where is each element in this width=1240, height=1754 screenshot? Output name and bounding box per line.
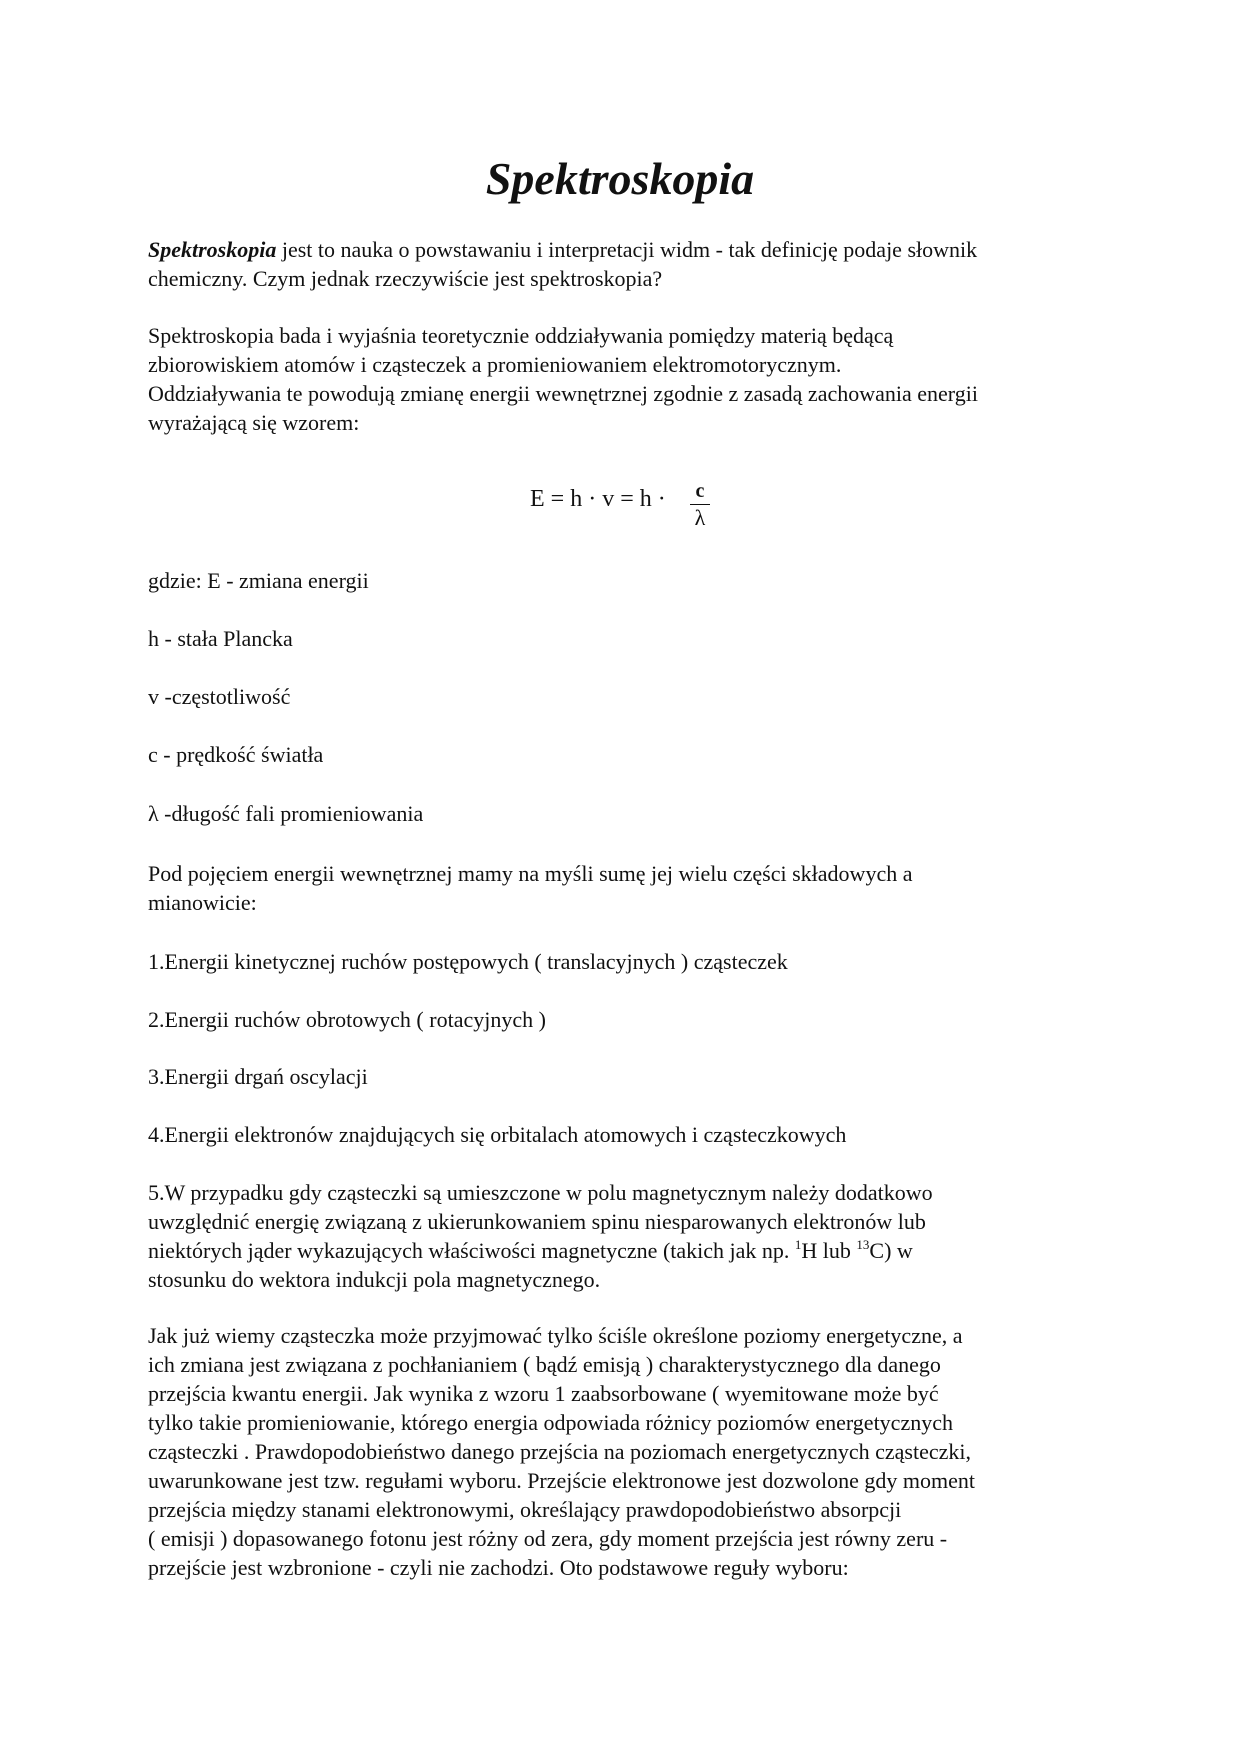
definition-item: v -częstotliwość [148,684,291,709]
text-line: cząsteczki . Prawdopodobieństwo danego przejścia na poziomach energetycznych cząsteczki, [148,1439,972,1464]
text-line [148,1236,1108,1265]
text-line: jest to nauka o powstawaniu i interpretacji widm - tak definicję podaje słownik [276,237,978,262]
definition-item: h - stała Plancka [148,626,293,651]
text-line: wyrażającą się wzorem: [148,410,360,435]
text-line: stosunku do wektora indukcji pola magnetycznego. [148,1267,601,1292]
definition-item: gdzie: E - zmiana energii [148,568,369,593]
term-bold: Spektroskopia [148,237,277,262]
text-line: 5.W przypadku gdy cząsteczki są umieszczone w polu magnetycznym należy dodatkowo [148,1180,933,1205]
text-line: uwarunkowane jest tzw. regułami wyboru. Przejście elektronowe jest dozwolone gdy moment [148,1468,976,1493]
text-line: uwzględnić energię związaną z ukierunkowaniem spinu niesparowanych elektronów lub [148,1209,926,1234]
formula-lhs: E = h · v = h · [530,486,666,512]
text-line: Pod pojęciem energii wewnętrznej mamy na myśli sumę jej wielu części składowych a [148,861,913,886]
definition-item: c - prędkość światła [148,742,324,767]
text-span: H lub [801,1238,857,1263]
list-item-5 [148,1178,1108,1294]
text-line: Jak już wiemy cząsteczka może przyjmować tylko ściśle określone poziomy energetyczne, a [148,1323,963,1348]
text-line: chemiczny. Czym jednak rzeczywiście jest spektroskopia? [148,266,663,291]
list-item: 3.Energii drgań oscylacji [148,1064,368,1089]
paragraph-internal-energy [148,859,1108,917]
text-line: ( emisji ) dopasowanego fotonu jest różny od zera, gdy moment przejścia jest równy zeru - [148,1526,948,1551]
text-line: przejścia kwantu energii. Jak wynika z wzoru 1 zaabsorbowane ( wyemitowane może być [148,1381,939,1406]
text-line: Spektroskopia bada i wyjaśnia teoretycznie oddziaływania pomiędzy materią będącą [148,323,894,348]
text-line: ich zmiana jest związana z pochłanianiem ( bądź emisją ) charakterystycznego dla danego [148,1352,941,1377]
document-title: Spektroskopia [485,153,755,204]
text-span: C) w [869,1238,913,1263]
text-span: niektórych jąder wykazujących właściwości magnetyczne (takich jak np. [148,1238,795,1263]
fraction-denominator: λ [694,505,706,530]
list-item: 1.Energii kinetycznej ruchów postępowych ( translacyjnych ) cząsteczek [148,949,788,974]
list-item: 4.Energii elektronów znajdujących się orbitalach atomowych i cząsteczkowych [148,1122,847,1147]
superscript: 1 [794,1237,802,1252]
text-line: mianowicie: [148,890,257,915]
paragraph-selection-rules [148,1321,1108,1582]
text-line: przejście jest wzbronione - czyli nie zachodzi. Oto podstawowe reguły wyboru: [148,1555,849,1580]
paragraph-description [148,321,1108,437]
list-item: 2.Energii ruchów obrotowych ( rotacyjnych ) [148,1007,546,1032]
definition-item: λ -długość fali promieniowania [148,801,424,826]
text-line: tylko takie promieniowanie, którego energia odpowiada różnicy poziomów energetycznych [148,1410,953,1435]
text-line: Oddziaływania te powodują zmianę energii wewnętrznej zgodnie z zasadą zachowania energii [148,381,978,406]
fraction [690,480,710,529]
text-line: zbiorowiskiem atomów i cząsteczek a promieniowaniem elektromotorycznym. [148,352,842,377]
text-line: przejścia między stanami elektronowymi, określający prawdopodobieństwo absorpcji [148,1497,902,1522]
superscript: 13 [856,1237,870,1252]
fraction-numerator: c [695,480,705,502]
paragraph-intro [148,235,1108,293]
